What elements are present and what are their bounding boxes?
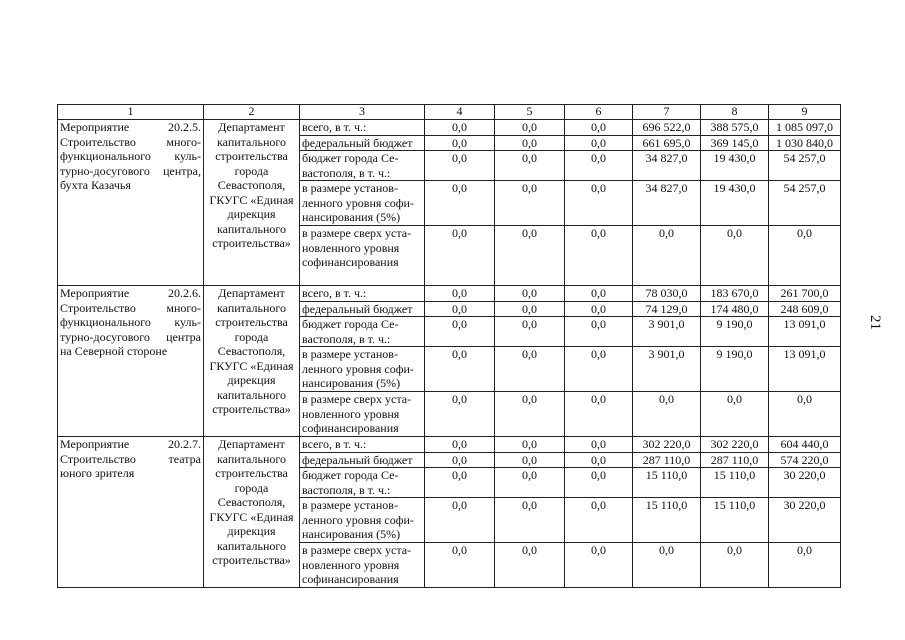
value-cell-8: 9 190,0: [701, 347, 769, 392]
value-cell-8: 0,0: [701, 392, 769, 437]
value-cell-7: 3 901,0: [633, 317, 701, 347]
value-cell-8: 15 110,0: [701, 468, 769, 498]
value-cell-5: 0,0: [495, 120, 565, 136]
value-cell-5: 0,0: [495, 498, 565, 543]
header-cell: 6: [565, 105, 633, 120]
value-cell-5: 0,0: [495, 317, 565, 347]
value-cell-6: 0,0: [565, 392, 633, 437]
table-body: [58, 105, 841, 588]
value-cell-9: 248 609,0: [769, 301, 841, 317]
value-cell-5: 0,0: [495, 286, 565, 302]
value-cell-9: 0,0: [769, 226, 841, 286]
table-row: [58, 437, 841, 453]
value-cell-5: 0,0: [495, 468, 565, 498]
value-cell-6: 0,0: [565, 317, 633, 347]
funding-source-cell: всего, в т. ч.:: [300, 437, 425, 453]
value-cell-5: 0,0: [495, 392, 565, 437]
value-cell-9: 574 220,0: [769, 452, 841, 468]
value-cell-4: 0,0: [425, 543, 495, 588]
value-cell-8: 9 190,0: [701, 317, 769, 347]
value-cell-8: 174 480,0: [701, 301, 769, 317]
value-cell-6: 0,0: [565, 301, 633, 317]
value-cell-7: 302 220,0: [633, 437, 701, 453]
department-cell: Департамент капитального строительства города Севастополя, ГКУГС «Единая дирекция капитального строительства»: [204, 437, 300, 588]
funding-source-cell: в размере установ-ленного уровня софи-нансирования (5%): [300, 347, 425, 392]
value-cell-9: 1 030 840,0: [769, 135, 841, 151]
funding-source-cell: бюджет города Се-вастополя, в т. ч.:: [300, 151, 425, 181]
funding-source-cell: в размере сверх уста-новленного уровня софинансирования: [300, 226, 425, 286]
page-number: 21: [867, 315, 883, 330]
value-cell-4: 0,0: [425, 347, 495, 392]
value-cell-9: 30 220,0: [769, 498, 841, 543]
value-cell-5: 0,0: [495, 452, 565, 468]
value-cell-4: 0,0: [425, 226, 495, 286]
value-cell-4: 0,0: [425, 437, 495, 453]
value-cell-7: 15 110,0: [633, 498, 701, 543]
value-cell-8: 369 145,0: [701, 135, 769, 151]
funding-source-cell: в размере сверх уста-новленного уровня софинансирования: [300, 392, 425, 437]
value-cell-8: 19 430,0: [701, 181, 769, 226]
value-cell-9: 604 440,0: [769, 437, 841, 453]
value-cell-8: 388 575,0: [701, 120, 769, 136]
header-cell: 7: [633, 105, 701, 120]
value-cell-4: 0,0: [425, 468, 495, 498]
value-cell-5: 0,0: [495, 543, 565, 588]
value-cell-8: 19 430,0: [701, 151, 769, 181]
funding-source-cell: федеральный бюджет: [300, 301, 425, 317]
value-cell-6: 0,0: [565, 498, 633, 543]
header-row: [58, 105, 841, 120]
value-cell-5: 0,0: [495, 135, 565, 151]
value-cell-9: 13 091,0: [769, 317, 841, 347]
department-cell: Департамент капитального строительства города Севастополя, ГКУГС «Единая дирекция капитального строительства»: [204, 286, 300, 437]
value-cell-9: 1 085 097,0: [769, 120, 841, 136]
header-cell: 8: [701, 105, 769, 120]
value-cell-7: 287 110,0: [633, 452, 701, 468]
value-cell-7: 661 695,0: [633, 135, 701, 151]
value-cell-9: 261 700,0: [769, 286, 841, 302]
funding-source-cell: в размере установ-ленного уровня софи-нансирования (5%): [300, 181, 425, 226]
funding-source-cell: бюджет города Се-вастополя, в т. ч.:: [300, 468, 425, 498]
value-cell-4: 0,0: [425, 151, 495, 181]
value-cell-4: 0,0: [425, 317, 495, 347]
header-cell: 5: [495, 105, 565, 120]
value-cell-6: 0,0: [565, 181, 633, 226]
value-cell-9: 54 257,0: [769, 181, 841, 226]
header-cell: 2: [204, 105, 300, 120]
measure-cell: Мероприятие 20.2.5. Строительство много-функционального куль-турно-досугового центра, бухта Казачья: [58, 120, 204, 286]
value-cell-5: 0,0: [495, 181, 565, 226]
value-cell-6: 0,0: [565, 135, 633, 151]
value-cell-7: 34 827,0: [633, 151, 701, 181]
value-cell-4: 0,0: [425, 286, 495, 302]
value-cell-5: 0,0: [495, 151, 565, 181]
value-cell-7: 15 110,0: [633, 468, 701, 498]
value-cell-4: 0,0: [425, 392, 495, 437]
value-cell-4: 0,0: [425, 498, 495, 543]
value-cell-9: 0,0: [769, 543, 841, 588]
department-cell: Департамент капитального строительства города Севастополя, ГКУГС «Единая дирекция капитального строительства»: [204, 120, 300, 286]
measure-cell: Мероприятие 20.2.7. Строительство театра юного зрителя: [58, 437, 204, 588]
value-cell-9: 13 091,0: [769, 347, 841, 392]
value-cell-4: 0,0: [425, 452, 495, 468]
header-cell: 4: [425, 105, 495, 120]
funding-source-cell: федеральный бюджет: [300, 135, 425, 151]
value-cell-8: 302 220,0: [701, 437, 769, 453]
value-cell-7: 34 827,0: [633, 181, 701, 226]
header-cell: 3: [300, 105, 425, 120]
value-cell-5: 0,0: [495, 347, 565, 392]
funding-source-cell: федеральный бюджет: [300, 452, 425, 468]
measure-cell: Мероприятие 20.2.6. Строительство много-функционального куль-турно-досугового центра на Северной стороне: [58, 286, 204, 437]
value-cell-8: 15 110,0: [701, 498, 769, 543]
value-cell-4: 0,0: [425, 181, 495, 226]
value-cell-6: 0,0: [565, 468, 633, 498]
value-cell-8: 287 110,0: [701, 452, 769, 468]
funding-source-cell: в размере сверх уста-новленного уровня софинансирования: [300, 543, 425, 588]
value-cell-9: 0,0: [769, 392, 841, 437]
value-cell-6: 0,0: [565, 437, 633, 453]
table-row: [58, 286, 841, 302]
value-cell-6: 0,0: [565, 543, 633, 588]
value-cell-8: 0,0: [701, 543, 769, 588]
value-cell-7: 0,0: [633, 392, 701, 437]
value-cell-6: 0,0: [565, 120, 633, 136]
value-cell-4: 0,0: [425, 120, 495, 136]
value-cell-8: 0,0: [701, 226, 769, 286]
value-cell-6: 0,0: [565, 151, 633, 181]
funding-source-cell: в размере установ-ленного уровня софи-нансирования (5%): [300, 498, 425, 543]
header-cell: 1: [58, 105, 204, 120]
value-cell-7: 696 522,0: [633, 120, 701, 136]
value-cell-4: 0,0: [425, 135, 495, 151]
value-cell-6: 0,0: [565, 286, 633, 302]
value-cell-6: 0,0: [565, 347, 633, 392]
value-cell-9: 54 257,0: [769, 151, 841, 181]
budget-table: [57, 104, 841, 588]
table-row: [58, 120, 841, 136]
value-cell-7: 3 901,0: [633, 347, 701, 392]
value-cell-7: 0,0: [633, 226, 701, 286]
funding-source-cell: всего, в т. ч.:: [300, 120, 425, 136]
value-cell-5: 0,0: [495, 301, 565, 317]
value-cell-6: 0,0: [565, 226, 633, 286]
value-cell-8: 183 670,0: [701, 286, 769, 302]
value-cell-7: 74 129,0: [633, 301, 701, 317]
value-cell-5: 0,0: [495, 437, 565, 453]
value-cell-4: 0,0: [425, 301, 495, 317]
value-cell-7: 78 030,0: [633, 286, 701, 302]
header-cell: 9: [769, 105, 841, 120]
value-cell-5: 0,0: [495, 226, 565, 286]
funding-source-cell: всего, в т. ч.:: [300, 286, 425, 302]
value-cell-6: 0,0: [565, 452, 633, 468]
value-cell-7: 0,0: [633, 543, 701, 588]
value-cell-9: 30 220,0: [769, 468, 841, 498]
funding-source-cell: бюджет города Се-вастополя, в т. ч.:: [300, 317, 425, 347]
